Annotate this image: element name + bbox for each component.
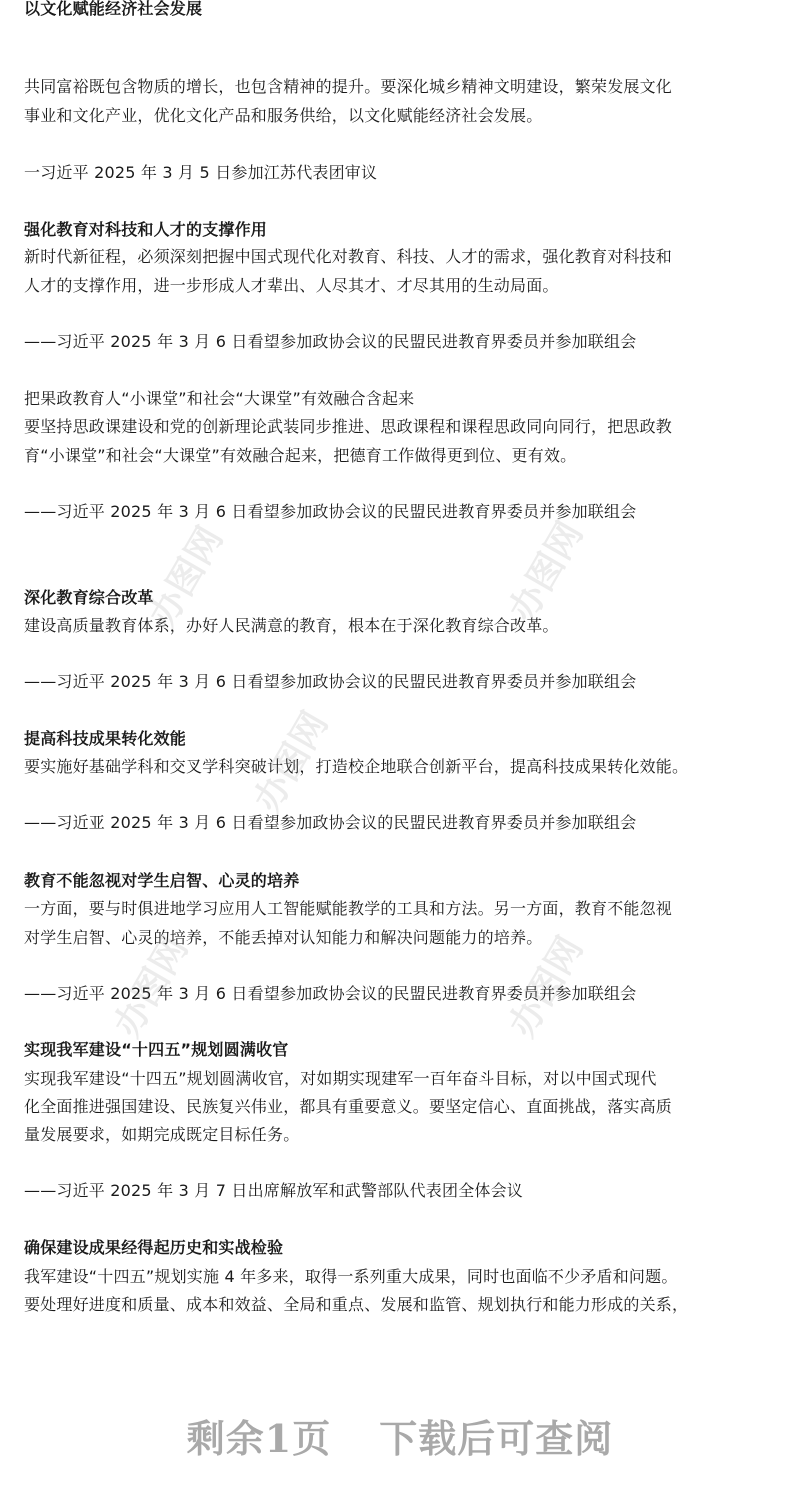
section-heading: 强化教育对科技和人才的支撑作用 — [24, 220, 268, 239]
paragraph-line: 我军建设“十四五”规划实施 4 年多来，取得一系列重大成果，同时也面临不少矛盾和问题。 — [24, 1267, 678, 1286]
watermark-logo: 办图网 — [246, 704, 337, 820]
section-heading: 实现我军建设“十四五”规划圆满收官 — [24, 1040, 289, 1059]
paragraph-line: 共同富裕既包含物质的增长，也包含精神的提升。要深化城乡精神文明建设，繁荣发展文化 — [24, 77, 673, 96]
paragraph-line: 事业和文化产业，优化文化产品和服务供给，以文化赋能经济社会发展。 — [24, 106, 543, 125]
download-hint-label: 下载后可查阅 — [379, 1416, 614, 1461]
paragraph-line: 人才的支撑作用，进一步形成人才辈出、人尽其才、才尽其用的生动局面。 — [24, 276, 559, 295]
paragraph-line: 新时代新征程，必须深刻把握中国式现代化对教育、科技、人才的需求，强化教育对科技和 — [24, 247, 673, 266]
paragraph-line: 要处理好进度和质量、成本和效益、全局和重点、发展和监管、规划执行和能力形成的关系， — [24, 1295, 689, 1314]
watermark-logo: 办图网 — [141, 519, 232, 635]
source-citation: ——习近平 2025 年 3 月 6 日看望参加政协会议的民盟民进教育界委员并参加联组会 — [24, 332, 637, 351]
source-citation: ——习近亚 2025 年 3 月 6 日看望参加政协会议的民盟民进教育界委员并参加联组会 — [24, 813, 637, 832]
paragraph-line: 实现我军建设“十四五”规划圆满收官，对如期实现建军一百年奋斗目标，对以中国式现代 — [24, 1069, 657, 1088]
document-title: 以文化赋能经济社会发展 — [24, 0, 203, 18]
watermark-logo: 办图网 — [501, 929, 592, 1045]
section-heading: 确保建设成果经得起历史和实战检验 — [24, 1238, 284, 1257]
source-citation: 一习近平 2025 年 3 月 5 日参加江苏代表团审议 — [24, 163, 378, 182]
source-citation: ——习近平 2025 年 3 月 7 日出席解放军和武警部队代表团全体会议 — [24, 1181, 523, 1200]
source-citation: ——习近平 2025 年 3 月 6 日看望参加政协会议的民盟民进教育界委员并参加联组会 — [24, 502, 637, 521]
section-heading: 把果政教育人“小课堂”和社会“大课堂”有效融合含起来 — [24, 389, 415, 408]
remaining-pages-label: 剩余1页 — [186, 1416, 332, 1461]
paragraph-line: 育“小课堂”和社会“大课堂”有效融合起来，把德育工作做得更到位、更有效。 — [24, 446, 577, 465]
paragraph-line: 要坚持思政课建设和党的创新理论武装同步推进、思政课程和课程思政同向同行，把思政教 — [24, 417, 673, 436]
section-heading: 教育不能忽视对学生启智、心灵的培养 — [24, 871, 300, 890]
watermark-logo: 办图网 — [501, 514, 592, 630]
watermark-logo: 办图网 — [106, 929, 197, 1045]
section-heading: 深化教育综合改革 — [24, 588, 154, 607]
section-heading: 提高科技成果转化效能 — [24, 729, 187, 748]
paragraph-line: 化全面推进强国建设、民族复兴伟业，都具有重要意义。要坚定信心、直面挑战，落实高质 — [24, 1097, 673, 1116]
paragraph-line: 建设高质量教育体系，办好人民满意的教育，根本在于深化教育综合改革。 — [24, 616, 559, 635]
paragraph-line: 一方面，要与时俱进地学习应用人工智能赋能教学的工具和方法。另一方面，教育不能忽视 — [24, 899, 673, 918]
source-citation: ——习近平 2025 年 3 月 6 日看望参加政协会议的民盟民进教育界委员并参加联组会 — [24, 672, 637, 691]
download-prompt[interactable] — [0, 1408, 800, 1463]
source-citation: ——习近平 2025 年 3 月 6 日看望参加政协会议的民盟民进教育界委员并参加联组会 — [24, 984, 637, 1003]
paragraph-line: 对学生启智、心灵的培养，不能丢掉对认知能力和解决问题能力的培养。 — [24, 928, 543, 947]
paragraph-line: 量发展要求，如期完成既定目标任务。 — [24, 1125, 300, 1144]
paragraph-line: 要实施好基础学科和交叉学科突破计划，打造校企地联合创新平台，提高科技成果转化效能。 — [24, 757, 689, 776]
